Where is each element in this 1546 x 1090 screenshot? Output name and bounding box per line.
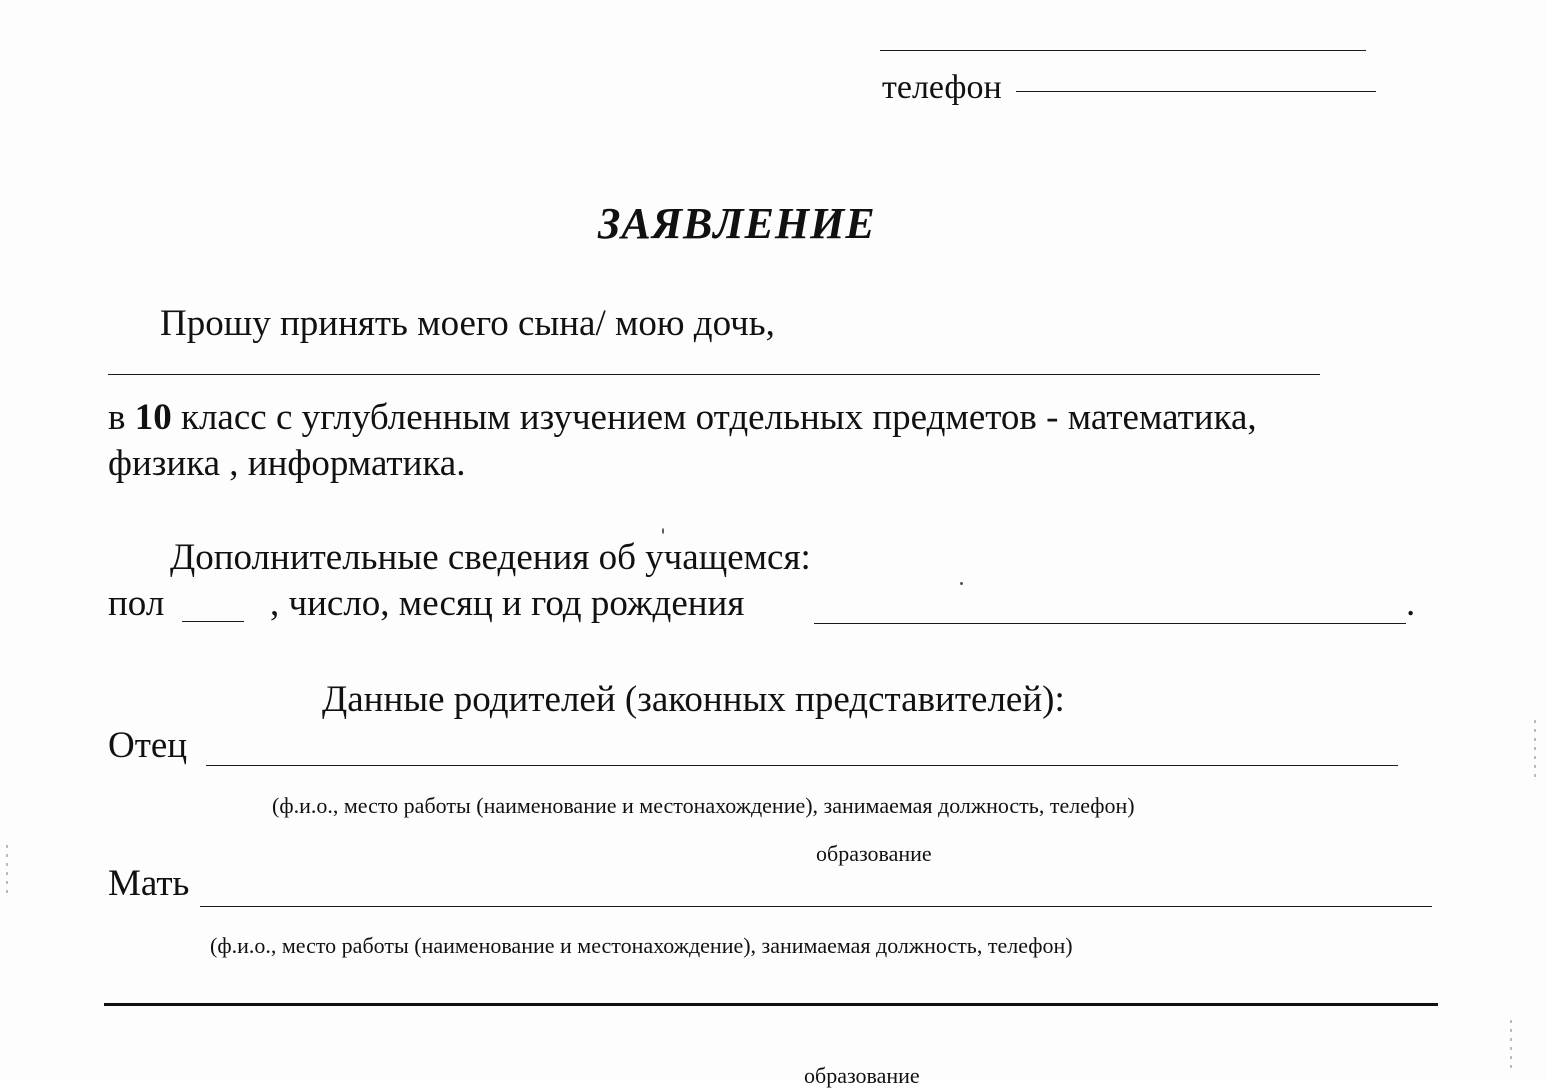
birth-date-label: , число, месяц и год рождения [270,583,745,624]
phone-blank-line[interactable] [1016,91,1376,92]
mother-hint: (ф.и.о., место работы (наименование и местонахождение), занимаемая должность, телефон) [210,933,1073,958]
scan-speck [960,582,963,585]
document-title: ЗАЯВЛЕНИЕ [598,199,876,248]
birth-date-blank-line[interactable] [814,623,1406,624]
father-label: Отец [108,725,188,766]
birth-date-end: . [1406,583,1416,624]
request-intro: Прошу принять моего сына/ мою дочь, [160,303,775,344]
mother-blank-line[interactable] [200,906,1432,907]
scan-edge-artifact [1534,720,1536,780]
father-education-label: образование [816,841,932,866]
parents-heading: Данные родителей (законных представителей): [322,679,1065,720]
mother-label: Мать [108,863,190,904]
gender-blank-line[interactable] [182,621,244,622]
scan-edge-artifact [1510,1020,1512,1070]
class-prefix: в [108,397,126,438]
class-description: класс с углубленным изучением отдельных предметов - математика, [180,397,1257,438]
father-hint: (ф.и.о., место работы (наименование и местонахождение), занимаемая должность, телефон) [272,793,1135,818]
class-line [108,396,1257,440]
student-info-heading: Дополнительные сведения об учащемся: [170,537,811,578]
scan-edge-artifact [6,845,8,895]
header-blank-line[interactable] [880,50,1366,51]
father-blank-line[interactable] [206,765,1398,766]
scan-speck [662,528,664,534]
mother-education-blank-line[interactable] [104,1003,1438,1006]
mother-education-label: образование [804,1063,920,1088]
phone-label: телефон [882,69,1002,106]
subjects-line: физика , информатика. [108,443,466,484]
gender-label: пол [108,583,165,624]
child-name-blank-line[interactable] [108,374,1320,375]
class-number: 10 [134,397,172,438]
